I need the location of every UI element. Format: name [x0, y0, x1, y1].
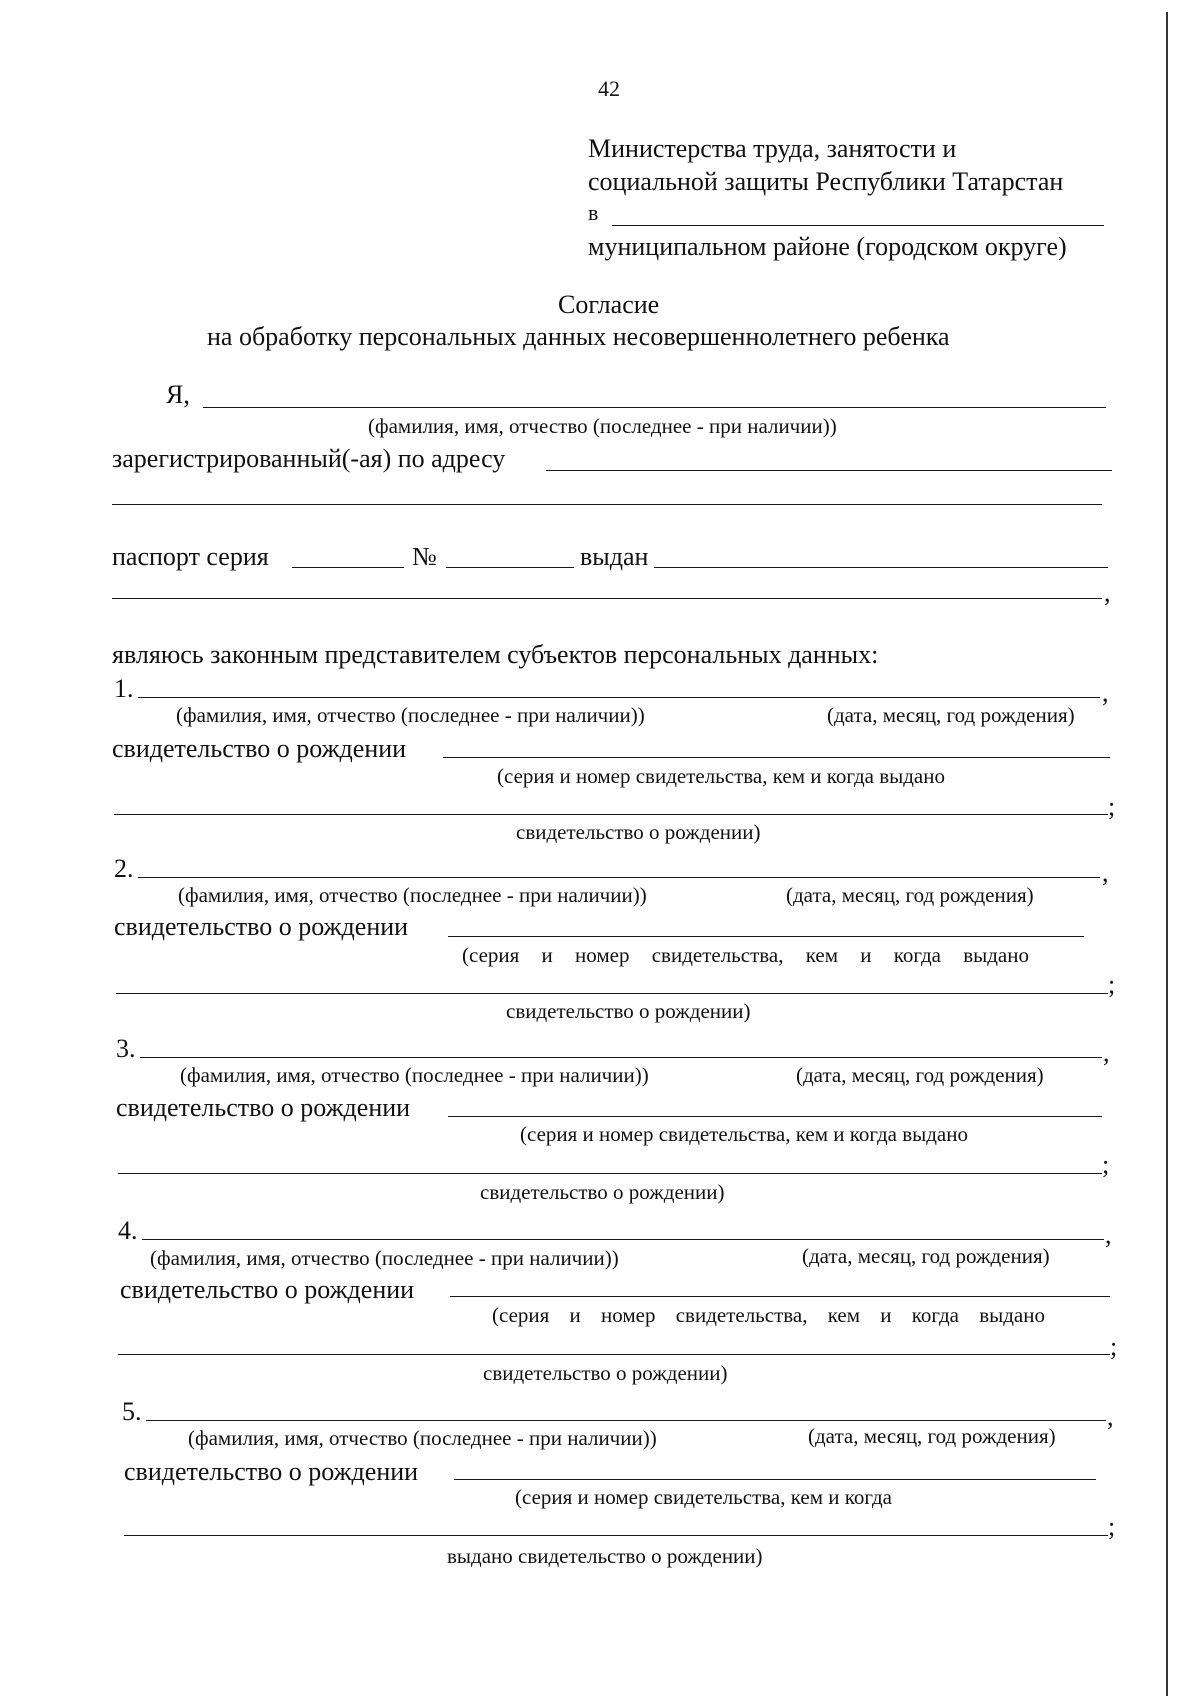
- child-1-cert-line-1[interactable]: [443, 757, 1110, 758]
- child-1-number: 1.: [114, 674, 134, 703]
- title-line-2: на обработку персональных данных несовершеннолетнего ребенка: [207, 322, 950, 351]
- child-3-fio-line[interactable]: [140, 1057, 1102, 1058]
- child-2-cert-hint-1: (серия и номер свидетельства, кем и когда выдано: [462, 943, 1029, 967]
- child-4-fio-line[interactable]: [142, 1239, 1104, 1240]
- child-3-number: 3.: [116, 1034, 136, 1063]
- child-3-dob-hint: (дата, месяц, год рождения): [796, 1063, 1044, 1087]
- header-line-1: Министерства труда, занятости и: [588, 134, 957, 163]
- child-4-fio-hint: (фамилия, имя, отчество (последнее - при наличии)): [150, 1246, 619, 1270]
- child-1-dob-hint: (дата, месяц, год рождения): [827, 703, 1075, 727]
- child-5-cert-label: свидетельство о рождении: [124, 1457, 419, 1486]
- header-in-prefix: в: [588, 200, 599, 225]
- page-edge-line: [1166, 12, 1168, 1696]
- district-fill-line[interactable]: [612, 225, 1104, 226]
- passport-number-line[interactable]: [446, 567, 574, 568]
- child-1-fio-hint: (фамилия, имя, отчество (последнее - при наличии)): [176, 703, 645, 727]
- child-3-cert-line-1[interactable]: [448, 1116, 1102, 1117]
- child-5-cert-hint-1: (серия и номер свидетельства, кем и когда: [515, 1485, 892, 1509]
- child-1-cert-label: свидетельство о рождении: [112, 734, 407, 763]
- child-2-number: 2.: [114, 854, 134, 883]
- header-line-4: муниципальном районе (городском округе): [588, 232, 1067, 261]
- child-4-cert-hint-2: свидетельство о рождении): [483, 1361, 728, 1385]
- semicolon-mark: ;: [1108, 970, 1116, 999]
- comma-mark: ,: [1102, 678, 1109, 707]
- comma-mark: ,: [1104, 578, 1111, 607]
- semicolon-mark: ;: [1102, 1150, 1110, 1179]
- child-1-fio-line[interactable]: [138, 697, 1100, 698]
- child-4-number: 4.: [118, 1216, 138, 1245]
- representative-text: являюсь законным представителем субъектов персональных данных:: [112, 640, 879, 669]
- child-5-fio-hint: (фамилия, имя, отчество (последнее - при наличии)): [188, 1426, 657, 1450]
- semicolon-mark: ;: [1108, 1512, 1116, 1541]
- title-line-1: Согласие: [558, 290, 660, 319]
- child-3-cert-label: свидетельство о рождении: [116, 1093, 411, 1122]
- child-2-fio-hint: (фамилия, имя, отчество (последнее - при наличии)): [178, 883, 647, 907]
- applicant-fio-line[interactable]: [203, 407, 1106, 408]
- child-5-fio-line[interactable]: [146, 1420, 1106, 1421]
- child-5-cert-line-1[interactable]: [454, 1479, 1096, 1480]
- child-2-dob-hint: (дата, месяц, год рождения): [786, 883, 1034, 907]
- child-5-cert-line-2[interactable]: [124, 1535, 1108, 1536]
- child-1-cert-hint-1: (серия и номер свидетельства, кем и когда выдано: [497, 764, 945, 788]
- child-1-cert-hint-2: свидетельство о рождении): [516, 820, 761, 844]
- child-5-cert-hint-2: выдано свидетельство о рождении): [447, 1544, 763, 1568]
- page-number: 42: [598, 76, 620, 101]
- child-2-cert-label: свидетельство о рождении: [114, 912, 409, 941]
- child-3-fio-hint: (фамилия, имя, отчество (последнее - при наличии)): [180, 1063, 649, 1087]
- child-2-cert-line-1[interactable]: [448, 936, 1084, 937]
- address-label: зарегистрированный(-ая) по адресу: [112, 444, 506, 473]
- comma-mark: ,: [1105, 1220, 1112, 1249]
- applicant-fio-hint: (фамилия, имя, отчество (последнее - при наличии)): [368, 414, 837, 438]
- passport-series-line[interactable]: [292, 567, 404, 568]
- child-4-cert-label: свидетельство о рождении: [120, 1275, 415, 1304]
- child-2-cert-line-2[interactable]: [116, 993, 1108, 994]
- child-3-cert-line-2[interactable]: [118, 1173, 1102, 1174]
- passport-issued-label: выдан: [580, 542, 649, 571]
- passport-number-label: №: [412, 542, 437, 571]
- passport-issued-line-2[interactable]: [112, 598, 1102, 599]
- child-5-number: 5.: [122, 1397, 142, 1426]
- address-line-2[interactable]: [112, 504, 1102, 505]
- semicolon-mark: ;: [1108, 792, 1116, 821]
- child-4-dob-hint: (дата, месяц, год рождения): [802, 1244, 1050, 1268]
- comma-mark: ,: [1102, 858, 1109, 887]
- child-1-cert-line-2[interactable]: [114, 814, 1108, 815]
- child-4-cert-hint-1: (серия и номер свидетельства, кем и когда выдано: [492, 1303, 1045, 1327]
- child-3-cert-hint-2: свидетельство о рождении): [480, 1180, 725, 1204]
- address-line-1[interactable]: [546, 470, 1112, 471]
- header-line-2: социальной защиты Республики Татарстан: [588, 167, 1064, 196]
- child-4-cert-line-2[interactable]: [118, 1354, 1110, 1355]
- passport-series-label: паспорт серия: [112, 542, 269, 571]
- comma-mark: ,: [1103, 1038, 1110, 1067]
- child-3-cert-hint-1: (серия и номер свидетельства, кем и когда выдано: [520, 1122, 968, 1146]
- applicant-i-label: Я,: [166, 380, 190, 409]
- child-2-fio-line[interactable]: [138, 877, 1100, 878]
- child-5-dob-hint: (дата, месяц, год рождения): [808, 1424, 1056, 1448]
- child-2-cert-hint-2: свидетельство о рождении): [506, 999, 751, 1023]
- passport-issued-line-1[interactable]: [654, 567, 1108, 568]
- child-4-cert-line-1[interactable]: [450, 1296, 1110, 1297]
- semicolon-mark: ;: [1110, 1332, 1118, 1361]
- comma-mark: ,: [1107, 1402, 1114, 1431]
